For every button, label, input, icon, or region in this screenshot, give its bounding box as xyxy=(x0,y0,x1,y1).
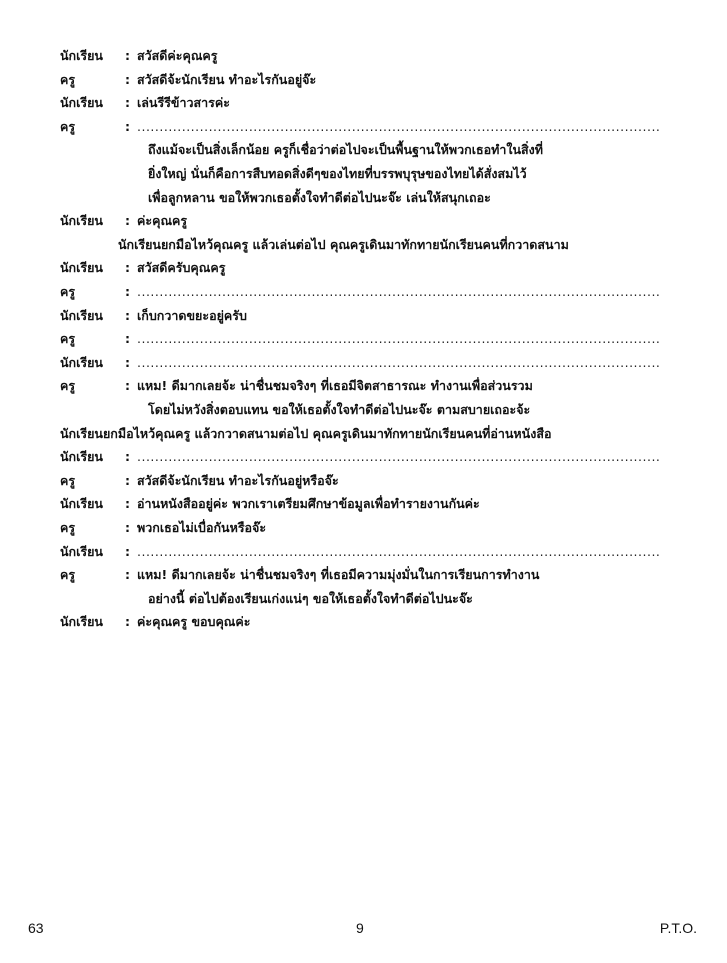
speech-text: สวัสดีจ้ะนักเรียน ทำอะไรกันอยู่หรือจ๊ะ xyxy=(137,472,339,488)
speech-text: สวัสดีครับคุณครู xyxy=(137,260,226,276)
narration-text: นักเรียนยกมือไหว้คุณครู แล้วกวาดสนามต่อไป คุณครูเดินมาทักทายนักเรียนคนที่อ่านหนังสือ xyxy=(60,425,552,441)
answer-blank: ..................................................................................................................... xyxy=(137,449,661,465)
speech-text: เล่นรีรีข้าวสารค่ะ xyxy=(137,95,230,111)
dialogue-line xyxy=(0,44,727,68)
dialogue-line xyxy=(0,587,727,611)
dialogue-line xyxy=(0,469,727,493)
speaker-label: ครู xyxy=(60,472,76,488)
speech-continuation: อย่างนี้ ต่อไปต้องเรียนเก่งแน่ๆ ขอให้เธอตั้งใจทำดีต่อไปนะจ๊ะ xyxy=(148,590,473,606)
dialogue-line xyxy=(0,304,727,328)
speaker-label: ครู xyxy=(60,378,76,394)
speech-text: อ่านหนังสืออยู่ค่ะ พวกเราเตรียมศึกษาข้อมูลเพื่อทำรายงานกันค่ะ xyxy=(137,496,480,512)
dialogue-line xyxy=(0,492,727,516)
dialogue-line xyxy=(0,563,727,587)
speaker-colon: : xyxy=(125,614,130,630)
speaker-label: นักเรียน xyxy=(60,95,103,111)
dialogue-line xyxy=(0,233,727,257)
answer-blank: ..................................................................................................................... xyxy=(137,543,661,559)
speaker-colon: : xyxy=(125,260,130,276)
speech-text: ค่ะคุณครู xyxy=(137,213,188,229)
footer-code: 63 xyxy=(28,920,44,936)
speaker-colon: : xyxy=(125,472,130,488)
speaker-colon: : xyxy=(125,95,130,111)
speaker-label: ครู xyxy=(60,284,76,299)
dialogue-line xyxy=(0,138,727,162)
speaker-colon: : xyxy=(125,496,130,512)
page-number: 9 xyxy=(356,920,364,936)
speech-text: ค่ะคุณครู ขอบคุณค่ะ xyxy=(137,614,251,630)
speech-continuation: โดยไม่หวังสิ่งตอบแทน ขอให้เธอตั้งใจทำดีต่อไปนะจ๊ะ ตามสบายเถอะจ้ะ xyxy=(148,402,531,417)
speaker-label: ครู xyxy=(60,118,76,134)
dialogue-line xyxy=(0,398,727,422)
dialogue-line xyxy=(0,91,727,115)
speaker-label: นักเรียน xyxy=(60,614,103,630)
dialogue-line xyxy=(0,68,727,92)
dialogue-line xyxy=(0,516,727,540)
dialogue-line xyxy=(0,327,727,351)
speaker-label: นักเรียน xyxy=(60,354,103,370)
speaker-label: นักเรียน xyxy=(60,48,103,63)
speaker-label: นักเรียน xyxy=(60,213,103,229)
speech-text: พวกเธอไม่เบื่อกันหรือจ๊ะ xyxy=(137,520,267,535)
dialogue-line xyxy=(0,445,727,469)
speech-continuation: ถึงแม้จะเป็นสิ่งเล็กน้อย ครูก็เชื่อว่าต่อไปจะเป็นพื้นฐานให้พวกเธอทำในสิ่งที่ xyxy=(148,142,544,158)
dialogue-line xyxy=(0,422,727,446)
speech-text: สวัสดีจ้ะนักเรียน ทำอะไรกันอยู่จ๊ะ xyxy=(137,71,317,87)
speaker-colon: : xyxy=(125,284,130,299)
speaker-label: นักเรียน xyxy=(60,543,103,559)
answer-blank: ..................................................................................................................... xyxy=(137,354,661,370)
speaker-colon: : xyxy=(125,331,130,347)
speech-text: เก็บกวาดขยะอยู่ครับ xyxy=(137,307,247,323)
dialogue-line xyxy=(0,256,727,280)
dialogue-line xyxy=(0,351,727,375)
speaker-colon: : xyxy=(125,118,130,134)
speaker-label: นักเรียน xyxy=(60,449,103,465)
speaker-colon: : xyxy=(125,520,130,535)
dialogue-line xyxy=(0,186,727,210)
speaker-colon: : xyxy=(125,449,130,465)
speaker-colon: : xyxy=(125,543,130,559)
dialogue-line xyxy=(0,115,727,139)
answer-blank: ..................................................................................................................... xyxy=(137,284,661,299)
please-turn-over: P.T.O. xyxy=(659,920,697,936)
speaker-colon: : xyxy=(125,48,130,63)
dialogue-line xyxy=(0,610,727,634)
speaker-colon: : xyxy=(125,307,130,323)
speech-text: สวัสดีค่ะคุณครู xyxy=(137,48,218,63)
speaker-label: นักเรียน xyxy=(60,496,103,512)
dialogue-line xyxy=(0,374,727,398)
narration-text: นักเรียนยกมือไหว้คุณครู แล้วเล่นต่อไป คุณครูเดินมาทักทายนักเรียนคนที่กวาดสนาม xyxy=(118,236,569,252)
speaker-label: ครู xyxy=(60,567,76,583)
speaker-label: ครู xyxy=(60,71,76,87)
speaker-label: นักเรียน xyxy=(60,307,103,323)
speech-text: แหม! ดีมากเลยจ้ะ น่าชื่นชมจริงๆ ที่เธอมีความมุ่งมั่นในการเรียนการทำงาน xyxy=(137,567,540,583)
dialogue-line xyxy=(0,209,727,233)
speaker-colon: : xyxy=(125,71,130,87)
dialogue-line xyxy=(0,162,727,186)
speech-text: แหม! ดีมากเลยจ้ะ น่าชื่นชมจริงๆ ที่เธอมีจิตสาธารณะ ทำงานเพื่อส่วนรวม xyxy=(137,378,533,394)
speaker-label: ครู xyxy=(60,331,76,347)
speaker-colon: : xyxy=(125,354,130,370)
answer-blank: ..................................................................................................................... xyxy=(137,118,661,134)
speech-continuation: ยิ่งใหญ่ นั่นก็คือการสืบทอดสิ่งดีๆของไทยที่บรรพบุรุษของไทยได้สั่งสมไว้ xyxy=(148,166,527,181)
speaker-label: นักเรียน xyxy=(60,260,103,276)
speech-continuation: เพื่อลูกหลาน ขอให้พวกเธอตั้งใจทำดีต่อไปนะจ๊ะ เล่นให้สนุกเถอะ xyxy=(148,189,491,205)
answer-blank: ..................................................................................................................... xyxy=(137,331,661,347)
dialogue-line xyxy=(0,540,727,564)
speaker-label: ครู xyxy=(60,520,76,535)
dialogue-line xyxy=(0,280,727,304)
speaker-colon: : xyxy=(125,213,130,229)
speaker-colon: : xyxy=(125,567,130,583)
speaker-colon: : xyxy=(125,378,130,394)
